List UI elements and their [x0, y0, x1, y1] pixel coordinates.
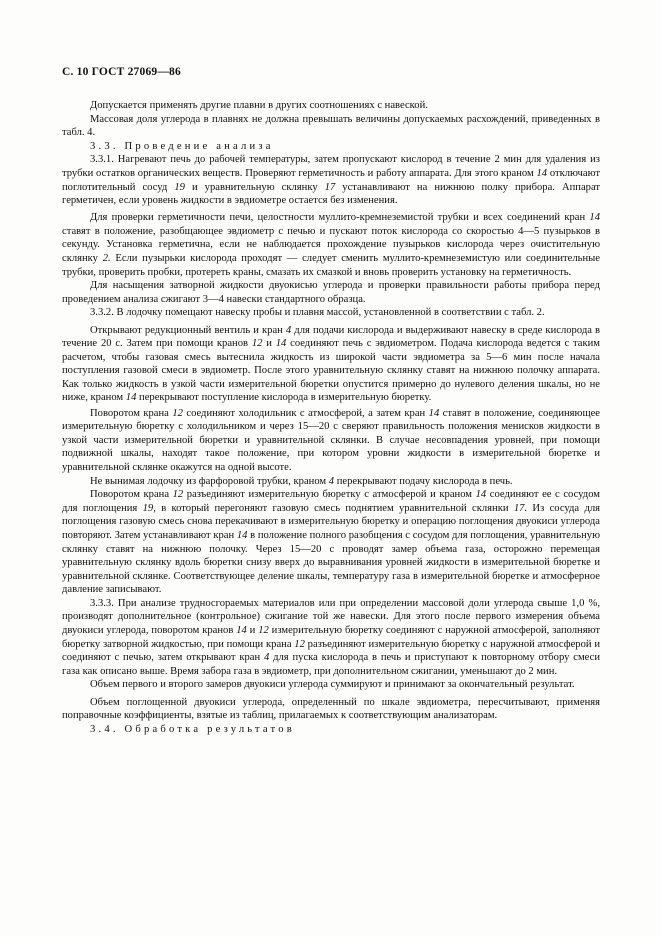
text-run: для пуска кислорода в печь и приступают к повторному отбору смеси газа как описано выше. Время забора газа в эвдиометр, при дополнительном сжигании, уменьшают до 2 мин.	[62, 652, 600, 677]
text-run: ставят в положение, соединяющее измерительную бюретку с холодильником и через 15—20 с сверяют правильность положения менисков жидкости в узкой части измерительной бюретки и уравнительной склянки. В случае несовпадения уровней, при помощи подвижной шкалы, находят такое положение, при котором уровни жидкости в измерительной бюретке и уравнительной склянке окажутся на одной высоте.	[62, 407, 601, 473]
paragraph-p13	[62, 678, 600, 692]
text-run: Массовая доля углерода в плавнях не должна превышать величины допускаемых расхождений, приведенных в табл. 4.	[62, 113, 600, 139]
item-reference-number: 14	[428, 407, 440, 419]
item-reference-number: 12	[172, 407, 183, 419]
item-reference-number: 19	[174, 181, 185, 193]
paragraph-p6	[62, 279, 600, 306]
paragraph-p5	[62, 211, 600, 279]
item-reference-number: 12	[251, 338, 263, 350]
item-reference-number: 19,	[142, 502, 156, 514]
text-run: 3.3. Проведение анализа	[90, 140, 274, 152]
item-reference-number: 12	[294, 638, 305, 650]
paragraph-p7	[62, 306, 600, 320]
text-run: отключают поглотительный сосуд	[62, 167, 600, 193]
text-run: ставят в положение, разобщающее эвдиометр с печью и пускают поток кислорода со скоростью 4—5 пузырьков в секунду. Установка герметична, если не наблюдается прохождение пузырьков кислорода через очистительную склянку	[62, 225, 600, 265]
text-run: для подачи кислорода и выдерживают навеску в среде кислорода в течение 20 с. Затем при помощи кранов	[62, 324, 601, 350]
text-run: 3.4. Обработка результатов	[90, 723, 295, 735]
text-run: Объем поглощенной двуокиси углерода, определенный по шкале эвдиометра, пересчитывают, применяя поправочные коэффициенты, взятые из таблиц, прилагаемых к соответствующим анализаторам.	[62, 696, 600, 722]
text-run: устанавливают на нижнюю полку прибора. Аппарат герметичен, если уровень жидкости в эвдиометре остается без изменения.	[62, 181, 600, 207]
text-run: и	[262, 338, 276, 350]
item-reference-number: 4	[285, 324, 292, 336]
item-reference-number: 17.	[513, 502, 528, 514]
running-header: С. 10 ГОСТ 27069—86	[62, 66, 181, 78]
item-reference-number: 14	[536, 167, 548, 179]
document-body	[62, 99, 600, 736]
text-run: в положение полного разобщения с сосудом для поглощения, уравнительную склянку ставят на нижнюю полочку. Через 15—20 с проводят замер объема газа, осторожно перемещая уравнительную склянку вдоль бюретки снизу вверх до выравнивания уровней жидкости в измерительной бюретке и уравнительной склянке. Соответствующее деление шкалы, температуру газа в измерительной бюретке и атмосферное давление записывают.	[62, 529, 600, 596]
text-run: в который перегоняют газовую смесь поднятием уравнительной склянки	[155, 502, 514, 514]
text-run: перекрывают поступление кислорода в измерительную бюретку.	[136, 392, 432, 404]
text-run: соединяют печь с эвдиометром. Подача кислорода ведется с таким расчетом, чтобы газовая смесь вытеснила жидкость из широкой части эвдиометра за 5—6 мин после начала поступления газовой смеси в эвдиометр. После этого уравнительную склянку ставят на нижнюю полочку аппарата. Как только жидкость в узкой части измерительной бюретки опустится примерно до нулевого деления шкалы, но не ниже, краном	[62, 338, 601, 404]
text-run: разъединяют измерительную бюретку с наружной атмосферой и соединяют с печью, затем открывают кран	[62, 638, 600, 664]
text-run: 3.3.2. В лодочку помещают навеску пробы и плавня массой, установленной в соответствии с табл. 2.	[90, 307, 545, 319]
item-reference-number: 4	[263, 652, 270, 664]
text-run: Из сосуда для поглощения газовую смесь снова перекачивают в измерительную бюретку и операцию поглощения двуокиси углерода повторяют. Затем устанавливают кран	[62, 502, 600, 541]
item-reference-number: 17	[324, 181, 336, 193]
item-reference-number: 14	[275, 338, 287, 350]
paragraph-p9	[62, 407, 600, 475]
item-reference-number: 14	[236, 529, 248, 541]
item-reference-number: 14	[236, 625, 247, 637]
text-run: 3.3.3. При анализе трудносгораемых материалов или при определении массовой доли углерода свыше 1,0 %, производят дополнительное (контрольное) сжигание той же навески. Для этого после первого измерения объема двуокиси углерода, поворотом кранов	[62, 597, 600, 637]
text-run: соединяют ее с сосудом для поглощения	[62, 489, 600, 514]
text-run: измерительную бюретку соединяют с наружной атмосферой, заполняют бюретку затворной жидкостью, при помощи крана	[62, 625, 601, 650]
paragraph-p4	[62, 153, 600, 207]
text-run: Для насыщения затворной жидкости двуокисью углерода и проверки правильности работы прибора перед проведением анализа сжигают 3—4 навески стандартного образца.	[62, 280, 600, 305]
paragraph-p1	[62, 99, 600, 113]
text-run: соединяют холодильник с атмосферой, а затем кран	[182, 407, 429, 419]
text-run: Не вынимая лодочку из фарфоровой трубки, краном	[90, 475, 329, 487]
item-reference-number: 12	[258, 625, 269, 637]
paragraph-p12	[62, 597, 600, 679]
text-run: Если пузырьки кислорода проходят — следует сменить муллито-кремнеземистую или соединительные трубки, проверить пробки, протереть краны, смазать их смазкой и вновь проверить установку на герметичность.	[62, 253, 600, 278]
text-run: 3.3.1. Нагревают печь до рабочей температуры, затем пропускают кислород в течение 2 мин для удаления из трубки остатков органических веществ. Проверяют герметичность и работу аппарата. Для этого краном	[62, 154, 600, 179]
paragraph-p8	[62, 324, 600, 406]
paragraph-p2	[62, 113, 600, 140]
item-reference-number: 2.	[102, 253, 111, 265]
paragraph-p10	[62, 475, 600, 489]
item-reference-number: 12	[172, 489, 184, 501]
text-run: Объем первого и второго замеров двуокиси углерода суммируют и принимают за окончательный результат.	[90, 679, 575, 691]
item-reference-number: 4	[328, 475, 335, 487]
paragraph-p11	[62, 488, 600, 597]
text-run: Поворотом крана	[90, 489, 173, 501]
paragraph-p15	[62, 723, 600, 737]
text-run: Для проверки герметичности печи, целостности муллито-кремнеземистой трубки и всех соединений кран	[90, 212, 590, 224]
item-reference-number: 14	[125, 392, 137, 404]
paragraph-p3	[62, 140, 600, 154]
text-run: разъединяют измерительную бюретку с атмосферой и краном	[183, 489, 476, 501]
item-reference-number: 14	[475, 489, 487, 501]
text-run: Открывают редукционный вентиль и кран	[90, 324, 286, 336]
text-run: перекрывают подачу кислорода в печь.	[334, 475, 513, 487]
text-run: и уравнительную склянку	[184, 181, 325, 193]
item-reference-number: 14	[589, 212, 600, 224]
paragraph-p14	[62, 696, 600, 723]
text-run: Поворотом крана	[90, 407, 173, 419]
text-run: и	[246, 625, 259, 637]
text-run: Допускается применять другие плавни в других соотношениях с навеской.	[90, 100, 428, 111]
